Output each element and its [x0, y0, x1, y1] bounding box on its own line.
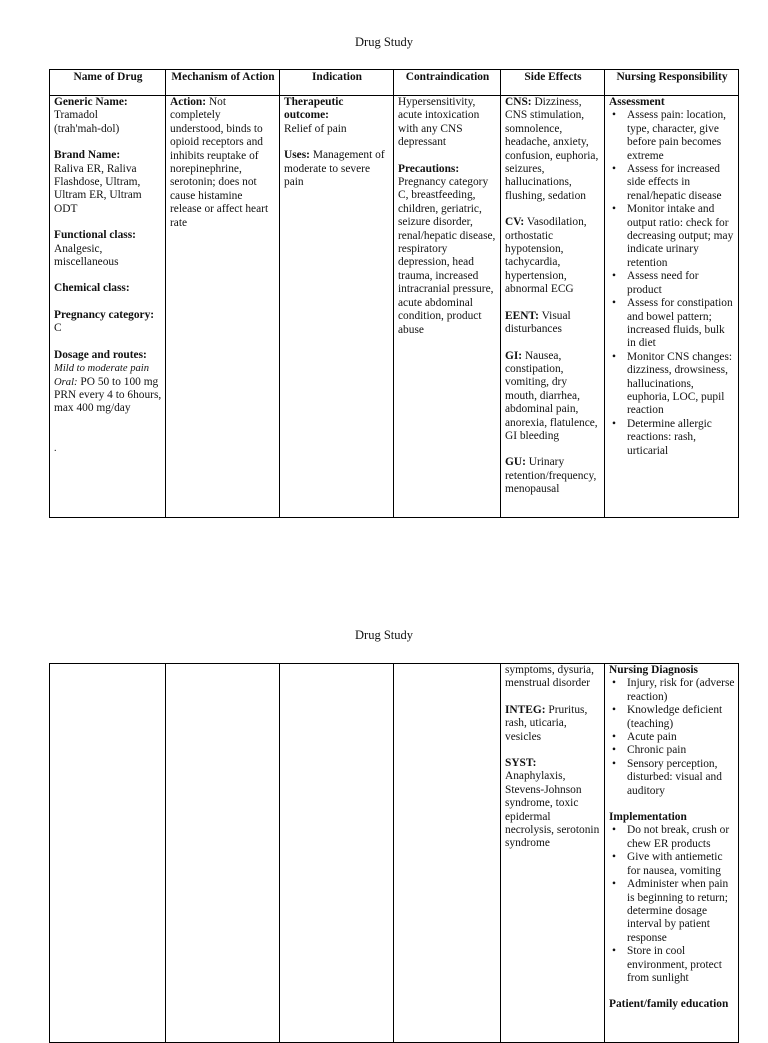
oral-dosage	[54, 376, 162, 416]
precautions-text: Pregnancy category C, breastfeeding, children, geriatric, seizure disorder, renal/hepatic disease, respiratory depression, head trauma, increased intracranial pressure, acute abdominal condition, product abuse	[398, 176, 496, 336]
table-row	[50, 664, 739, 1043]
list-item: • Administer when pain is beginning to return; determine dosage interval by patient response	[627, 878, 735, 945]
list-item: • Assess for constipation and bowel pattern; increased fluids, bulk in diet	[627, 297, 735, 351]
implementation-heading: Implementation	[609, 811, 687, 824]
oral-text: PO 50 to 100 mg PRN every 4 to 6hours, max 400 mg/day	[54, 375, 162, 415]
pronunciation: (trah'mah-dol)	[54, 122, 120, 135]
side-effect-integ	[505, 704, 601, 744]
list-item: • Injury, risk for (adverse reaction)	[627, 677, 735, 704]
gu-label: GU:	[505, 456, 526, 469]
assessment-list	[609, 109, 735, 458]
list-item: • Store in cool environment, protect from sunlight	[627, 945, 735, 985]
pregnancy-category-label: Pregnancy category:	[54, 308, 155, 321]
indication-cell	[280, 96, 394, 518]
action-label: Action:	[170, 96, 207, 108]
cns-text: Dizziness, CNS stimulation, somnolence, headache, anxiety, confusion, euphoria, seizures, hallucinations, flushing, sedation	[505, 96, 599, 202]
functional-class-label: Functional class:	[54, 229, 136, 242]
name-of-drug-cell	[50, 664, 166, 1043]
functional-class-value: Analgesic, miscellaneous	[54, 242, 119, 269]
page-title: Drug Study	[355, 35, 413, 49]
nursing-responsibility-cell	[605, 664, 739, 1043]
syst-text: Anaphylaxis, Stevens-Johnson syndrome, toxic epidermal necrolysis, serotonin syndrome	[505, 770, 600, 850]
trailing-dot: .	[54, 442, 57, 454]
side-effect-cv	[505, 216, 601, 296]
integ-text: Pruritus, rash, uticaria, vesicles	[505, 703, 588, 743]
side-effect-gi	[505, 350, 601, 444]
precautions-label: Precautions:	[398, 162, 460, 175]
header-contraindication: Contraindication	[394, 70, 501, 96]
header-name-of-drug: Name of Drug	[50, 70, 166, 96]
list-item: • Knowledge deficient (teaching)	[627, 704, 735, 731]
drug-study-table-continued	[49, 663, 739, 1043]
list-item: • Assess for increased side effects in renal/hepatic disease	[627, 163, 735, 203]
mechanism-cell	[166, 664, 280, 1043]
dosage-routes-label: Dosage and routes:	[54, 348, 147, 361]
generic-name-value: Tramadol	[54, 109, 98, 122]
syst-label: SYST:	[505, 757, 537, 770]
list-item: • Monitor CNS changes: dizziness, drowsiness, hallucinations, euphoria, LOC, pupil reaction	[627, 351, 735, 418]
action-text: Not completely understood, binds to opioid receptors and inhibits reuptake of norepinephrine, serotonin; does not cause histamine release or affect heart rate	[170, 96, 269, 229]
nursing-diagnosis-heading: Nursing Diagnosis	[609, 664, 698, 676]
therapeutic-outcome-label: Therapeutic outcome:	[284, 96, 344, 122]
oral-label: Oral:	[54, 376, 78, 388]
generic-name-label: Generic Name:	[54, 96, 128, 108]
pregnancy-category-value: C	[54, 322, 62, 335]
nursing-responsibility-cell	[605, 96, 739, 518]
table-header-row	[50, 70, 739, 96]
list-item: • Do not break, crush or chew ER products	[627, 824, 735, 851]
list-item: • Give with antiemetic for nausea, vomiting	[627, 851, 735, 878]
uses-label: Uses:	[284, 149, 310, 162]
integ-label: INTEG:	[505, 703, 546, 716]
chemical-class-label: Chemical class:	[54, 282, 130, 295]
list-item: • Assess need for product	[627, 270, 735, 297]
cns-label: CNS:	[505, 96, 532, 108]
side-effect-gu	[505, 456, 601, 496]
side-effect-gu-continued: symptoms, dysuria, menstrual disorder	[505, 664, 594, 690]
implementation-list	[609, 824, 735, 985]
patient-family-education-heading: Patient/family education	[609, 998, 729, 1011]
assessment-heading: Assessment	[609, 96, 665, 108]
list-item: • Chronic pain	[627, 744, 735, 757]
side-effect-eent	[505, 310, 601, 337]
cv-text: Vasodilation, orthostatic hypotension, tachycardia, hypertension, abnormal ECG	[505, 216, 587, 296]
header-nursing-responsibility: Nursing Responsibility	[605, 70, 739, 96]
header-side-effects: Side Effects	[501, 70, 605, 96]
list-item: • Assess pain: location, type, character, give before pain becomes extreme	[627, 109, 735, 163]
nursing-diagnosis-list	[609, 677, 735, 798]
side-effects-cell	[501, 96, 605, 518]
cv-label: CV:	[505, 216, 525, 229]
brand-name-label: Brand Name:	[54, 149, 121, 162]
list-item: • Sensory perception, disturbed: visual and auditory	[627, 758, 735, 798]
uses-text: Management of moderate to severe pain	[284, 149, 385, 189]
gi-label: GI:	[505, 349, 523, 362]
indication-cell	[280, 664, 394, 1043]
eent-label: EENT:	[505, 309, 539, 322]
brand-name-value: Raliva ER, Raliva Flashdose, Ultram, Ultram ER, Ultram ODT	[54, 162, 142, 215]
list-item: • Acute pain	[627, 731, 735, 744]
eent-text: Visual disturbances	[505, 309, 571, 336]
name-of-drug-cell	[50, 96, 166, 518]
gu-text: Urinary retention/frequency, menopausal	[505, 456, 597, 496]
therapeutic-outcome-text: Relief of pain	[284, 122, 347, 135]
page-title: Drug Study	[355, 628, 413, 642]
contraindication-text: Hypersensitivity, acute intoxication with any CNS depressant	[398, 96, 480, 149]
list-item: • Determine allergic reactions: rash, urticarial	[627, 418, 735, 458]
contraindication-cell	[394, 664, 501, 1043]
mechanism-cell	[166, 96, 280, 518]
uses	[284, 149, 390, 189]
dosage-heading: Mild to moderate pain	[54, 363, 150, 375]
header-indication: Indication	[280, 70, 394, 96]
table-row	[50, 96, 739, 518]
side-effect-cns	[505, 96, 601, 203]
gi-text: Nausea, constipation, vomiting, dry mouth, diarrhea, abdominal pain, anorexia, flatulence, GI bleeding	[505, 349, 598, 442]
drug-study-table	[49, 69, 739, 518]
contraindication-cell	[394, 96, 501, 518]
list-item: • Monitor intake and output ratio: check for decreasing output; may indicate urinary retention	[627, 203, 735, 270]
side-effects-cell	[501, 664, 605, 1043]
header-mechanism: Mechanism of Action	[166, 70, 280, 96]
